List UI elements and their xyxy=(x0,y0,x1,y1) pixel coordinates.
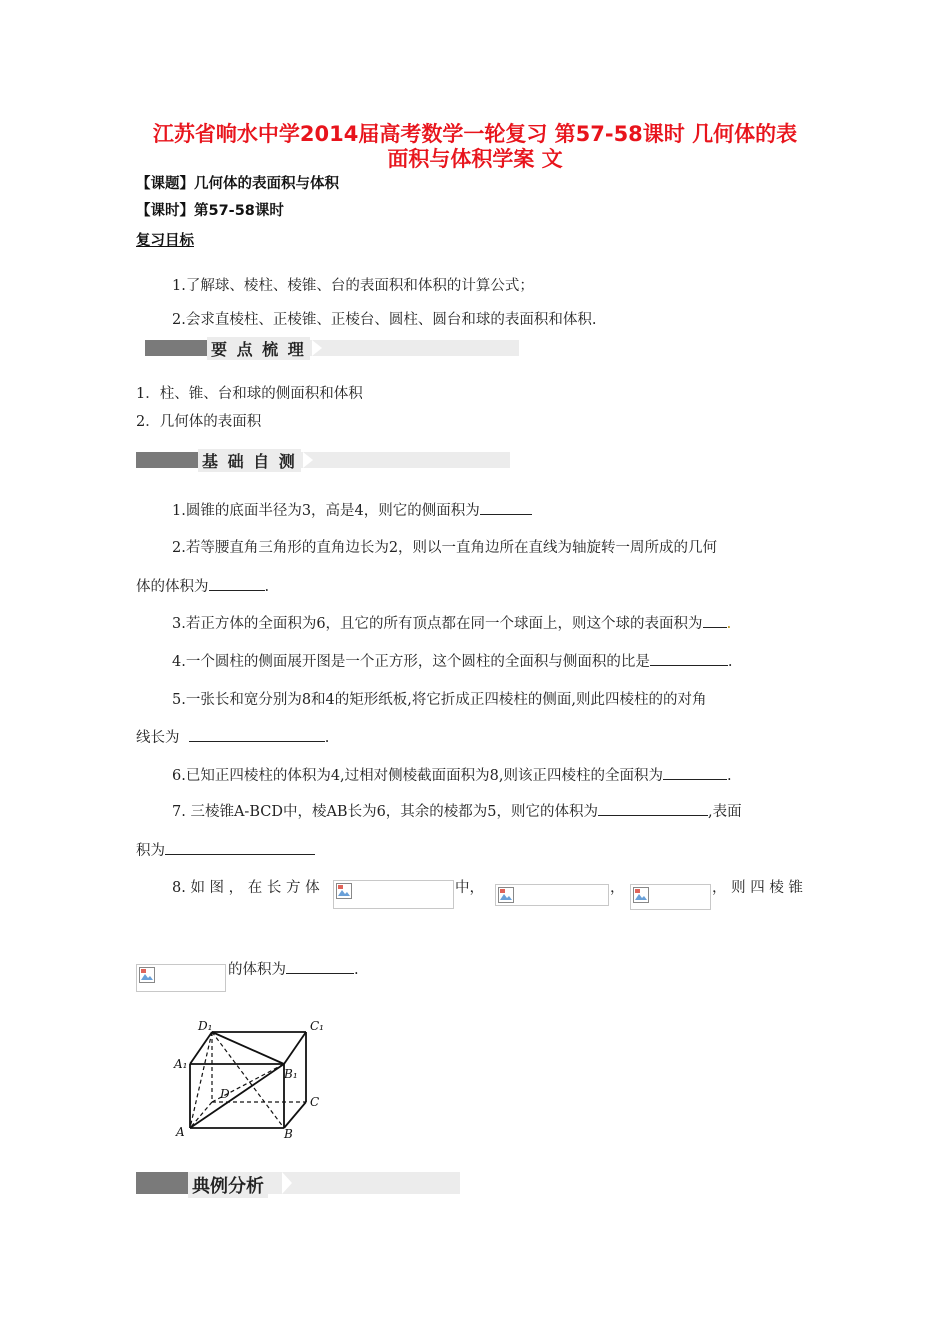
answer-blank-7a[interactable] xyxy=(598,801,708,816)
broken-image-formula-2 xyxy=(495,884,609,906)
review-item-1: 1.了解球、棱柱、棱锥、台的表面积和体积的计算公式； xyxy=(172,278,534,294)
question-5-line2: 线长为 . xyxy=(136,726,329,747)
broken-image-icon xyxy=(336,883,352,899)
section-label-basic-test: 基 础 自 测 xyxy=(198,449,301,472)
question-3: 3.若正方体的全面积为6，且它的所有顶点都在同一个球面上，则这个球的表面积为 . xyxy=(172,612,731,633)
answer-blank-5[interactable] xyxy=(189,727,325,742)
answer-blank-4[interactable] xyxy=(650,651,728,666)
vertex-label-a1: A₁ xyxy=(174,1057,188,1071)
section-banner-examples xyxy=(136,1172,460,1197)
section-label-examples: 典例分析 xyxy=(188,1172,268,1198)
broken-image-icon xyxy=(498,887,514,903)
question-2-line1: 2.若等腰直角三角形的直角边长为2，则以一直角边所在直线为轴旋转一周所成的几何 xyxy=(172,540,718,556)
broken-image-icon xyxy=(139,967,155,983)
broken-image-formula-3 xyxy=(630,884,711,910)
broken-image-formula-4 xyxy=(136,964,226,992)
review-item-2: 2.会求直棱柱、正棱锥、正棱台、圆柱、圆台和球的表面积和体积. xyxy=(172,312,597,328)
question-8-tail: 的体积为 . xyxy=(228,958,359,979)
section-banner-basic-test xyxy=(136,452,510,471)
topic-line: 【课题】几何体的表面积与体积 xyxy=(136,176,339,192)
question-2-line2: 体的体积为 . xyxy=(136,575,269,596)
broken-image-icon xyxy=(633,887,649,903)
broken-image-formula-1 xyxy=(333,880,454,909)
question-7-line1: 7. 三棱锥A-BCD中，棱AB长为6，其余的棱都为5，则它的体积为 ,表面 xyxy=(172,800,742,821)
key-point-2: 2．几何体的表面积 xyxy=(136,414,262,430)
document-title-line1: 江苏省响水中学2014届高考数学一轮复习 第57-58课时 几何体的表 xyxy=(152,122,798,146)
period-line: 【课时】第57-58课时 xyxy=(136,203,284,219)
question-8-mid1: 中， xyxy=(455,880,484,896)
question-5-line1: 5.一张长和宽分别为8和4的矩形纸板,将它折成正四棱柱的侧面,则此四棱柱的的对角 xyxy=(172,692,707,708)
question-8-mid3: ， 则 四 棱 锥 xyxy=(712,880,803,896)
vertex-label-c: C xyxy=(310,1095,320,1109)
answer-blank-7b[interactable] xyxy=(165,840,315,855)
vertex-label-b: B xyxy=(284,1127,293,1141)
section-banner-key-points xyxy=(145,340,519,359)
vertex-label-d: D xyxy=(220,1087,230,1101)
question-8-intro: 8. 如 图 ， 在 长 方 体 xyxy=(172,880,320,896)
key-point-1: 1．柱、锥、台和球的侧面积和体积 xyxy=(136,386,363,402)
answer-blank-6[interactable] xyxy=(663,765,727,780)
vertex-label-a: A xyxy=(176,1125,185,1139)
question-6: 6.已知正四棱柱的体积为4,过相对侧棱截面面积为8,则该正四棱柱的全面积为 . xyxy=(172,764,732,785)
question-4: 4.一个圆柱的侧面展开图是一个正方形，这个圆柱的全面积与侧面积的比是 . xyxy=(172,650,732,671)
review-heading: 复习目标 xyxy=(136,233,194,249)
vertex-label-c1: C₁ xyxy=(310,1019,324,1033)
answer-blank-8[interactable] xyxy=(286,959,354,974)
question-7-line2: 积为 xyxy=(136,839,315,860)
answer-blank-1[interactable] xyxy=(480,500,532,515)
question-1: 1.圆锥的底面半径为3，高是4，则它的侧面积为 xyxy=(172,499,532,520)
section-label-key-points: 要 点 梳 理 xyxy=(207,337,310,360)
cuboid-figure xyxy=(170,1018,340,1143)
vertex-label-d1: D₁ xyxy=(198,1019,213,1033)
vertex-label-b1: B₁ xyxy=(284,1067,298,1081)
answer-blank-2[interactable] xyxy=(209,576,265,591)
document-title-line2: 面积与体积学案 文 xyxy=(387,147,563,171)
question-8-mid2: ， xyxy=(610,880,625,896)
answer-blank-3[interactable] xyxy=(703,613,727,628)
